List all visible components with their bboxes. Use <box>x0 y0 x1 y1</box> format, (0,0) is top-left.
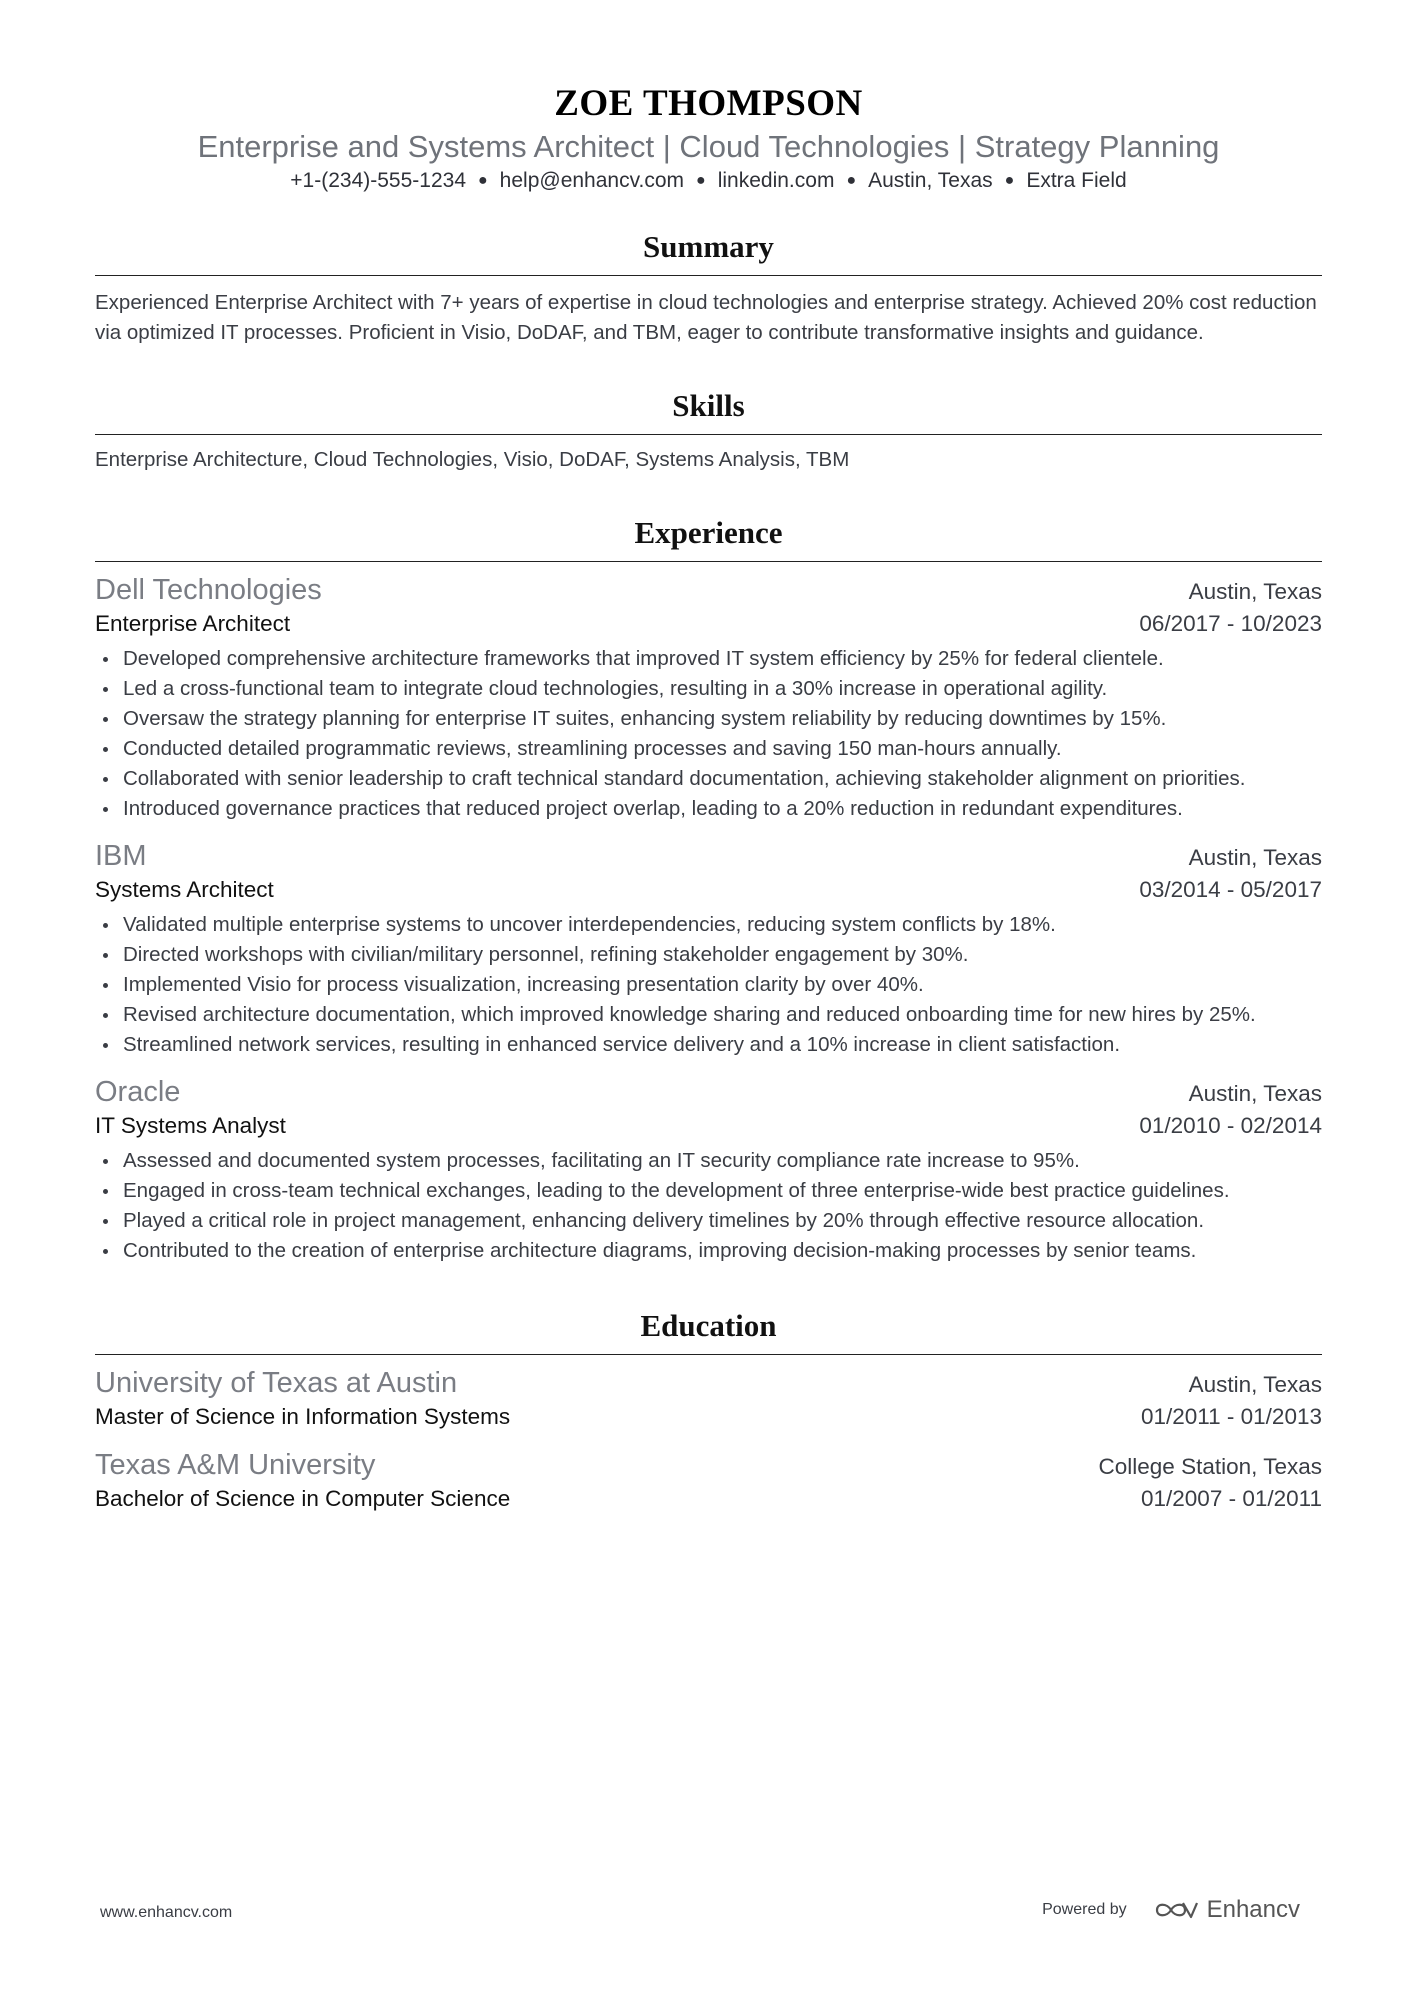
job-bullet: Assessed and documented system processes, facilitating an IT security compliance rate increase to 95%. <box>95 1146 1322 1176</box>
job-location: Austin, Texas <box>1188 579 1322 604</box>
job-role: Systems Architect <box>95 877 274 902</box>
job-entry <box>95 838 1322 1060</box>
job-bullet: Led a cross-functional team to integrate cloud technologies, resulting in a 30% increase in operational agility. <box>95 674 1322 704</box>
job-bullets <box>95 910 1322 1060</box>
section-divider <box>95 561 1322 562</box>
job-bullet: Revised architecture documentation, which improved knowledge sharing and reduced onboarding time for new hires by 25%. <box>95 1000 1322 1030</box>
job-company: IBM <box>95 840 147 872</box>
job-dates: 01/2010 - 02/2014 <box>1139 1113 1322 1138</box>
bullet-separator: ● <box>478 172 488 189</box>
enhancv-brand[interactable] <box>1153 1896 1300 1924</box>
education-location: Austin, Texas <box>1188 1372 1322 1397</box>
section-title-experience: Experience <box>634 515 783 550</box>
job-company: Dell Technologies <box>95 574 322 606</box>
skills-text: Enterprise Architecture, Cloud Technologies, Visio, DoDAF, Systems Analysis, TBM <box>95 448 850 471</box>
job-bullet: Directed workshops with civilian/military personnel, refining stakeholder engagement by 30%. <box>95 940 1322 970</box>
education-school: Texas A&M University <box>95 1449 376 1481</box>
section-title-summary: Summary <box>643 229 774 264</box>
education-school: University of Texas at Austin <box>95 1367 458 1399</box>
summary-text: Experienced Enterprise Architect with 7+ years of expertise in cloud technologies and enterprise strategy. Achieved 20% cost reduction via optimized IT processes. Proficient in Visio, DoDAF, and TBM, eager to contribute transformative insights and guidance. <box>95 291 1317 344</box>
summary-section <box>95 227 1322 348</box>
job-bullet: Implemented Visio for process visualization, increasing presentation clarity by over 40%. <box>95 970 1322 1000</box>
job-bullet: Contributed to the creation of enterprise architecture diagrams, improving decision-making processes by senior teams. <box>95 1236 1322 1266</box>
section-title-skills: Skills <box>672 388 745 423</box>
job-bullet: Validated multiple enterprise systems to uncover interdependencies, reducing system conflicts by 18%. <box>95 910 1322 940</box>
job-bullet: Collaborated with senior leadership to craft technical standard documentation, achieving stakeholder alignment on priorities. <box>95 764 1322 794</box>
job-bullet: Conducted detailed programmatic reviews, streamlining processes and saving 150 man-hours annually. <box>95 734 1322 764</box>
section-divider <box>95 275 1322 276</box>
experience-section <box>95 513 1322 1266</box>
footer-branding <box>1042 1896 1300 1924</box>
job-bullet: Played a critical role in project management, enhancing delivery timelines by 20% through effective resource allocation. <box>95 1206 1322 1236</box>
job-role: Enterprise Architect <box>95 611 291 636</box>
education-entry <box>95 1365 1322 1433</box>
job-entry <box>95 572 1322 824</box>
education-degree: Bachelor of Science in Computer Science <box>95 1486 511 1511</box>
education-dates: 01/2007 - 01/2011 <box>1141 1486 1322 1511</box>
job-location: Austin, Texas <box>1188 845 1322 870</box>
bullet-separator: ● <box>846 172 857 189</box>
education-dates: 01/2011 - 01/2013 <box>1141 1404 1322 1429</box>
contact-line <box>95 167 1322 197</box>
education-list <box>95 1365 1322 1515</box>
education-entry <box>95 1447 1322 1515</box>
powered-by-label: Powered by <box>1042 1901 1127 1918</box>
job-dates: 06/2017 - 10/2023 <box>1139 611 1322 636</box>
bullet-separator: ● <box>1004 172 1015 189</box>
section-title-education: Education <box>640 1308 777 1343</box>
job-bullets <box>95 644 1322 824</box>
section-divider <box>95 1354 1322 1355</box>
contact-email[interactable]: help@enhancv.com <box>499 169 685 192</box>
skills-section <box>95 386 1322 475</box>
resume-page <box>95 82 1322 1515</box>
job-dates: 03/2014 - 05/2017 <box>1139 877 1322 902</box>
education-section <box>95 1306 1322 1515</box>
job-bullets <box>95 1146 1322 1266</box>
job-company: Oracle <box>95 1076 181 1108</box>
job-role: IT Systems Analyst <box>95 1113 286 1138</box>
section-divider <box>95 434 1322 435</box>
contact-linkedin[interactable]: linkedin.com <box>717 169 835 192</box>
job-bullet: Oversaw the strategy planning for enterprise IT suites, enhancing system reliability by reducing downtimes by 15%. <box>95 704 1322 734</box>
job-bullet: Engaged in cross-team technical exchanges, leading to the development of three enterprise-wide best practice guidelines. <box>95 1176 1322 1206</box>
education-degree: Master of Science in Information Systems <box>95 1404 511 1429</box>
resume-header <box>95 82 1322 197</box>
education-location: College Station, Texas <box>1098 1454 1322 1479</box>
footer-website[interactable]: www.enhancv.com <box>100 1904 233 1921</box>
candidate-title: Enterprise and Systems Architect | Cloud Technologies | Strategy Planning <box>197 129 1220 164</box>
job-bullet: Developed comprehensive architecture frameworks that improved IT system efficiency by 25% for federal clientele. <box>95 644 1322 674</box>
bullet-separator: ● <box>696 172 706 189</box>
job-location: Austin, Texas <box>1188 1081 1322 1106</box>
enhancv-logo-icon <box>1153 1898 1199 1922</box>
contact-location: Austin, Texas <box>868 169 993 192</box>
job-bullet: Streamlined network services, resulting in enhanced service delivery and a 10% increase in client satisfaction. <box>95 1030 1322 1060</box>
contact-extra: Extra Field <box>1026 169 1127 192</box>
brand-name: Enhancv <box>1206 1896 1300 1923</box>
job-list <box>95 572 1322 1266</box>
contact-phone: +1-(234)-555-1234 <box>290 169 466 192</box>
job-bullet: Introduced governance practices that reduced project overlap, leading to a 20% reduction in redundant expenditures. <box>95 794 1322 824</box>
candidate-name: ZOE THOMPSON <box>554 83 863 124</box>
job-entry <box>95 1074 1322 1266</box>
